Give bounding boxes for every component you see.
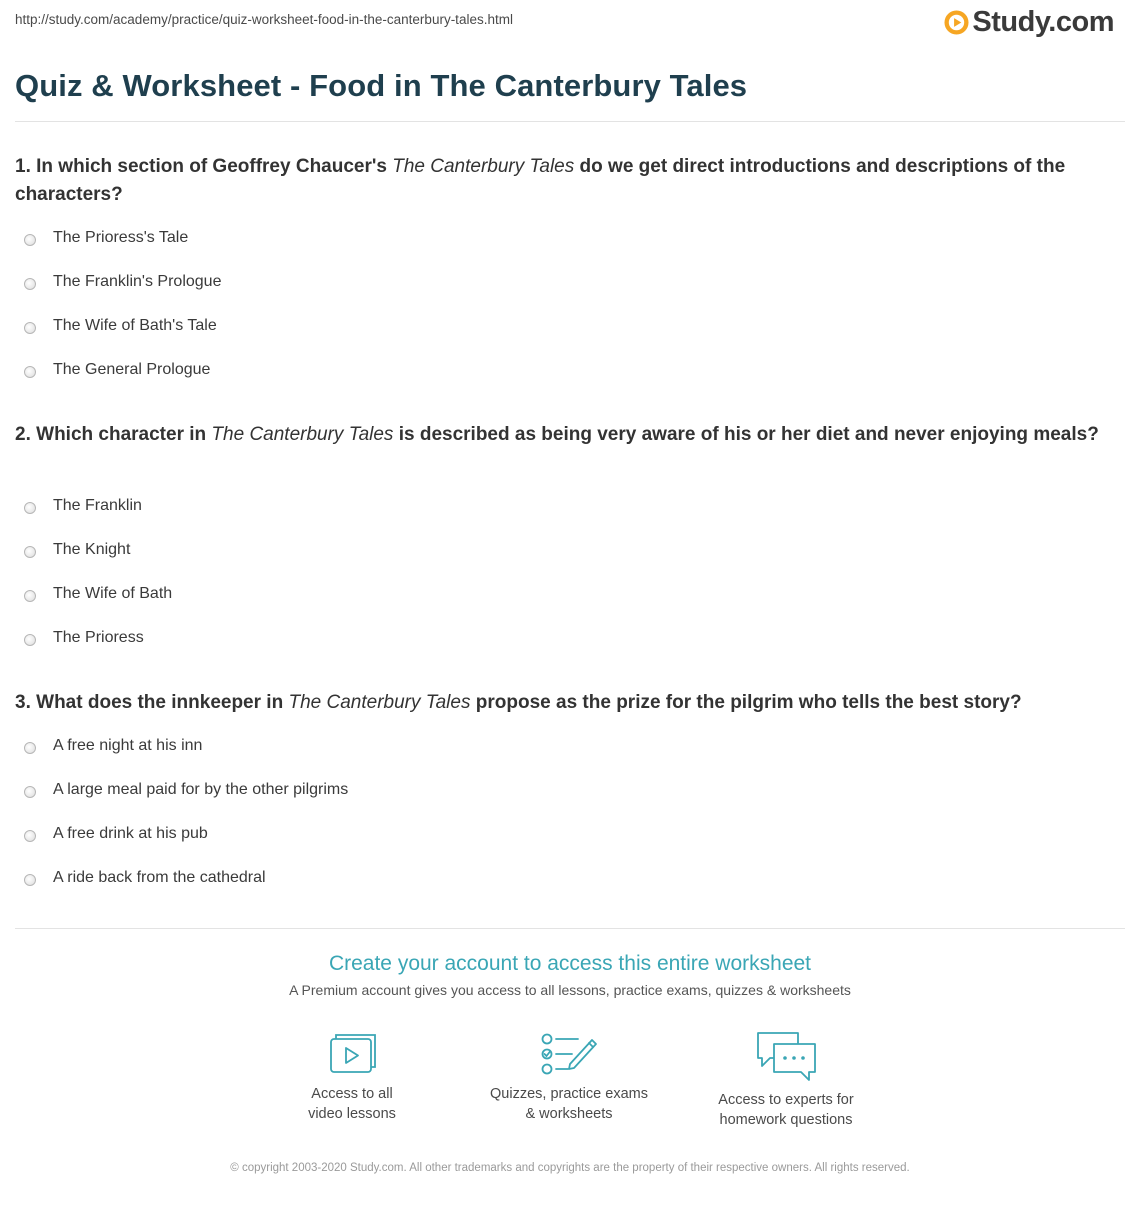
answer-label: The Wife of Bath bbox=[53, 585, 173, 602]
feature-line-2: & worksheets bbox=[525, 1106, 613, 1122]
radio-button[interactable] bbox=[24, 634, 36, 646]
question-number: 2. bbox=[15, 424, 31, 445]
radio-button[interactable] bbox=[24, 502, 36, 514]
answer-label: The Wife of Bath's Tale bbox=[53, 317, 217, 334]
title-divider bbox=[15, 121, 1125, 122]
answer-label: The Knight bbox=[53, 541, 131, 558]
section-divider bbox=[15, 928, 1125, 929]
answer-option[interactable] bbox=[20, 317, 221, 361]
question-2 bbox=[15, 421, 1115, 449]
answer-option[interactable] bbox=[20, 541, 172, 585]
logo-text: Study.com bbox=[972, 6, 1114, 38]
play-circle-icon bbox=[944, 10, 969, 35]
question-number: 3. bbox=[15, 692, 31, 713]
book-title: The Canterbury Tales bbox=[288, 692, 471, 713]
radio-button[interactable] bbox=[24, 590, 36, 602]
answer-list-1 bbox=[20, 229, 221, 405]
video-lessons-icon bbox=[326, 1030, 378, 1076]
radio-button[interactable] bbox=[24, 830, 36, 842]
feature-video-lessons bbox=[257, 1030, 447, 1124]
copyright-footer: © copyright 2003-2020 Study.com. All other trademarks and copyrights are the property of their respective owners. All rights reserved. bbox=[230, 1162, 910, 1174]
quiz-checklist-icon bbox=[540, 1030, 598, 1076]
feature-experts bbox=[691, 1030, 881, 1130]
question-number: 1. bbox=[15, 156, 31, 177]
answer-list-2 bbox=[20, 497, 172, 673]
answer-label: A free night at his inn bbox=[53, 737, 203, 754]
answer-option[interactable] bbox=[20, 781, 348, 825]
radio-button[interactable] bbox=[24, 742, 36, 754]
feature-line-1: Access to experts for bbox=[718, 1092, 854, 1108]
radio-button[interactable] bbox=[24, 786, 36, 798]
answer-option[interactable] bbox=[20, 229, 221, 273]
page-url: http://study.com/academy/practice/quiz-worksheet-food-in-the-canterbury-tales.html bbox=[15, 12, 513, 27]
radio-button[interactable] bbox=[24, 366, 36, 378]
answer-option[interactable] bbox=[20, 497, 172, 541]
chat-bubbles-icon bbox=[754, 1030, 818, 1082]
radio-button[interactable] bbox=[24, 874, 36, 886]
answer-label: The Prioress's Tale bbox=[53, 229, 189, 246]
feature-line-1: Access to all bbox=[311, 1086, 393, 1102]
answer-label: A free drink at his pub bbox=[53, 825, 208, 842]
answer-option[interactable] bbox=[20, 825, 348, 869]
top-bar bbox=[0, 0, 1140, 60]
study-logo[interactable] bbox=[944, 6, 1114, 39]
feature-line-1: Quizzes, practice exams bbox=[490, 1086, 648, 1102]
radio-button[interactable] bbox=[24, 546, 36, 558]
answer-option[interactable] bbox=[20, 737, 348, 781]
cta-heading[interactable]: Create your account to access this entire worksheet bbox=[328, 952, 812, 975]
question-1 bbox=[15, 153, 1115, 209]
feature-quizzes bbox=[474, 1030, 664, 1124]
question-text-end: propose as the prize for the pilgrim who tells the best story? bbox=[475, 692, 1022, 713]
feature-line-2: video lessons bbox=[308, 1106, 396, 1122]
book-title: The Canterbury Tales bbox=[392, 156, 575, 177]
answer-option[interactable] bbox=[20, 361, 221, 405]
page-title: Quiz & Worksheet - Food in The Canterbury Tales bbox=[15, 68, 748, 103]
question-text-start: What does the innkeeper in bbox=[36, 692, 284, 713]
answer-label: The Prioress bbox=[53, 629, 144, 646]
answer-label: A large meal paid for by the other pilgrims bbox=[53, 781, 349, 798]
answer-label: The Franklin's Prologue bbox=[53, 273, 222, 290]
question-text-end: is described as being very aware of his or her diet and never enjoying meals? bbox=[398, 424, 1099, 445]
answer-list-3 bbox=[20, 737, 348, 913]
answer-label: A ride back from the cathedral bbox=[53, 869, 266, 886]
radio-button[interactable] bbox=[24, 322, 36, 334]
book-title: The Canterbury Tales bbox=[211, 424, 394, 445]
question-3 bbox=[15, 689, 1115, 717]
signup-cta bbox=[0, 952, 1140, 998]
answer-option[interactable] bbox=[20, 869, 348, 913]
radio-button[interactable] bbox=[24, 278, 36, 290]
question-text-end: do we get direct introductions and descriptions of the characters? bbox=[15, 156, 1066, 205]
feature-line-2: homework questions bbox=[719, 1112, 853, 1128]
answer-option[interactable] bbox=[20, 629, 172, 673]
answer-label: The General Prologue bbox=[53, 361, 211, 378]
answer-label: The Franklin bbox=[53, 497, 142, 514]
radio-button[interactable] bbox=[24, 234, 36, 246]
cta-subheading: A Premium account gives you access to all lessons, practice exams, quizzes & worksheets bbox=[289, 982, 851, 998]
question-text-start: In which section of Geoffrey Chaucer's bbox=[36, 156, 387, 177]
question-text-start: Which character in bbox=[36, 424, 207, 445]
answer-option[interactable] bbox=[20, 273, 221, 317]
answer-option[interactable] bbox=[20, 585, 172, 629]
